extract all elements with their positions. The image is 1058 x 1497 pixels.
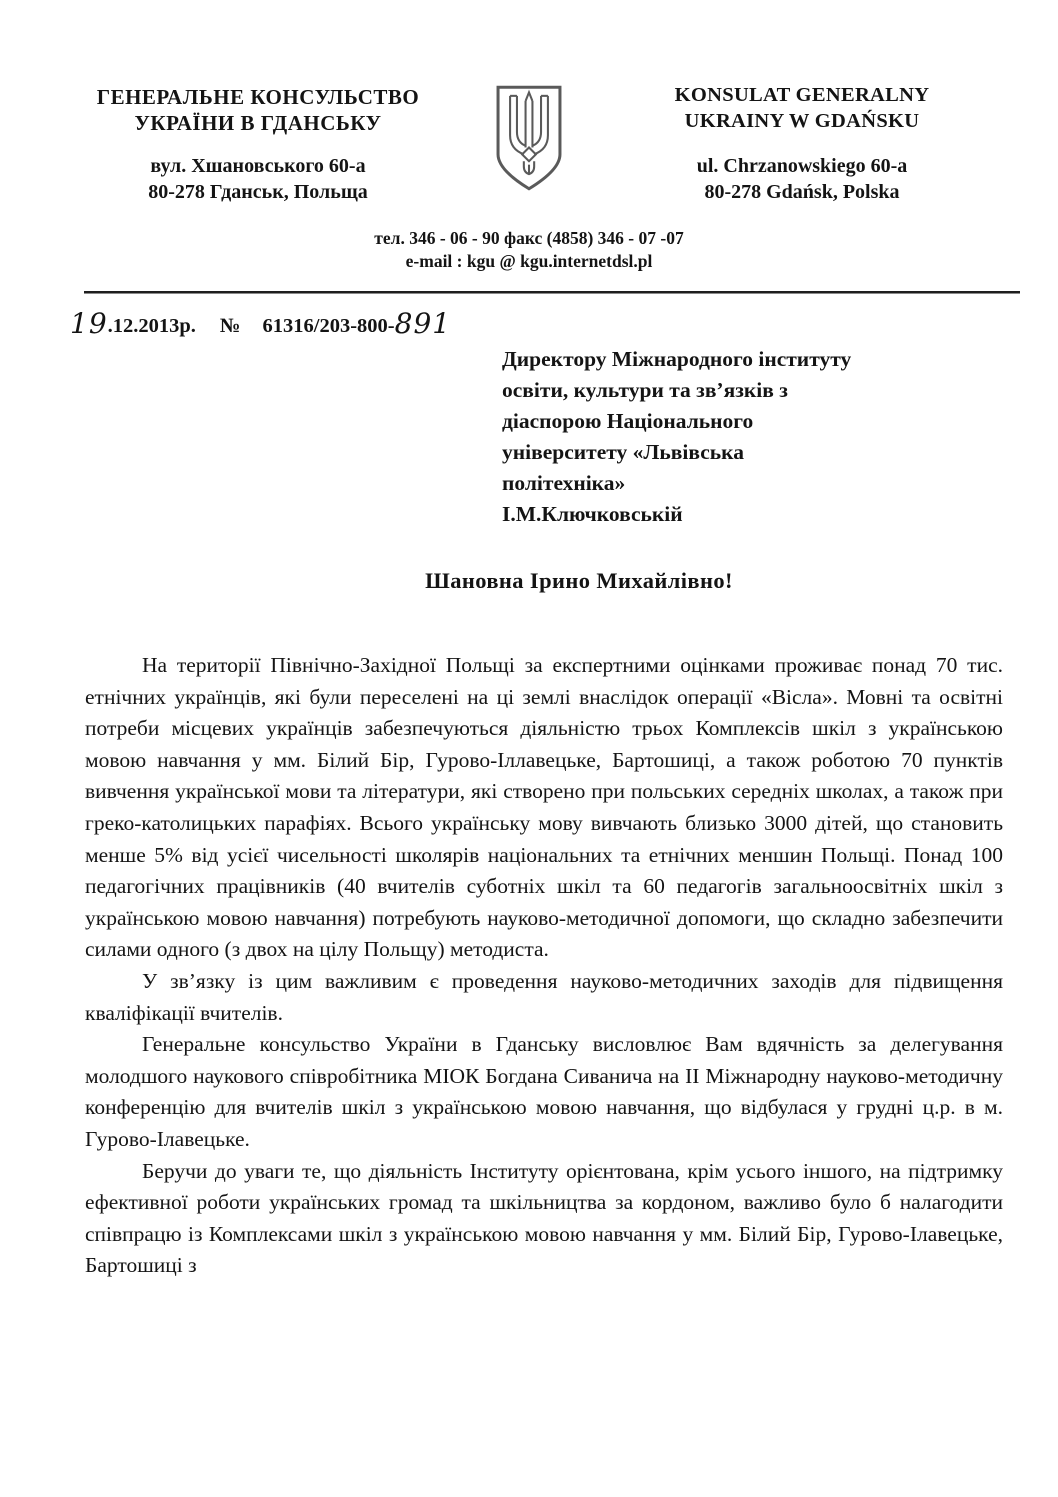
addressee-block	[502, 344, 962, 530]
consulate-name-polish	[622, 82, 982, 134]
number-sign: №	[219, 315, 241, 337]
consulate-name-pl-line1: KONSULAT GENERALNY	[674, 84, 930, 106]
consulate-name-ukrainian	[58, 84, 458, 136]
addressee-line: І.М.Ключковській	[502, 502, 683, 526]
handwritten-day: 19	[70, 307, 108, 340]
body-paragraph: На території Північно-Західної Польщі за експертними оцінками проживає понад 70 тис. етнічних українців, які були переселені на ці землі внаслідок операції «Вісла». Мовні та освітні потреби місцевих українців забезпечуються діяльністю трьох Комплексів шкіл з українською мовою навчання у мм. Білий Бір, Гурово-Іллавецьке, Бартошиці, а також роботою 70 пунктів вивчення української мови та літератури, які створено при польських середніх школах, а також при греко-католицьких парафіях. Всього українську мову вивчають близько 3000 дітей, що становить менше 5% від усієї чисельності школярів національних та етнічних меншин Польщі. Понад 100 педагогічних працівників (40 вчителів суботніх шкіл та 60 педагогів загальноосвітніх шкіл з українською мовою навчання) потребують науково-методичної допомоги, що складно забезпечити силами одного (з двох на цілу Польщу) методиста.	[85, 653, 1003, 962]
reference-line	[70, 306, 451, 339]
body-paragraph: Генеральне консульство України в Гданську висловлює Вам вдячність за делегування молодшого наукового співробітника МІОК Богдана Сиванича на ІІ Міжнародну науково-методичну конференцію для вчителів шкіл з українською мовою навчання, що відбулася у грудні ц.р. в м. Гурово-Ілавецьке.	[85, 1032, 1003, 1151]
contact-block	[0, 227, 1058, 273]
address-uk-street: вул. Хшановського 60-а	[150, 155, 366, 177]
ukraine-trident-emblem-icon	[486, 82, 572, 194]
addressee-line: Директору Міжнародного інституту	[502, 347, 852, 371]
addressee-line: політехніка»	[502, 471, 626, 495]
addressee-line: діаспорою Національного	[502, 409, 754, 433]
consulate-address-ukrainian	[58, 153, 458, 205]
salutation: Шановна Ірино Михайлівно!	[425, 568, 733, 593]
consulate-name-pl-line2: UKRAINY W GDAŃSKU	[684, 110, 920, 132]
handwritten-number: 891	[394, 307, 452, 340]
address-uk-city: 80-278 Гданськ, Польща	[148, 181, 368, 203]
phone-fax-line: тел. 346 - 06 - 90 факс (4858) 346 - 07 -07	[374, 228, 684, 248]
addressee-line: університету «Львівська	[502, 440, 744, 464]
letter-body	[85, 650, 1003, 1282]
consulate-name-uk-line1: ГЕНЕРАЛЬНЕ КОНСУЛЬСТВО	[96, 85, 420, 109]
addressee-line: освіти, культури та зв’язків з	[502, 378, 788, 402]
printed-number: 61316/203-800-	[262, 315, 395, 337]
consulate-name-uk-line2: УКРАЇНИ В ГДАНСЬКУ	[134, 111, 382, 135]
consulate-address-polish	[622, 153, 982, 205]
letterhead-divider-rule	[84, 291, 1020, 294]
email-line: e-mail : kgu @ kgu.internetdsl.pl	[405, 251, 653, 271]
body-paragraph: Беручи до уваги те, що діяльність Інституту орієнтована, крім усього іншого, на підтримку ефективної роботи українських громад та шкільництва за кордоном, важливо було б налагодити співпрацю із Комплексами шкіл з українською мовою навчання у мм. Білий Бір, Гурово-Ілавецьке, Бартошиці з	[85, 1158, 1003, 1278]
body-paragraph: У зв’язку із цим важливим є проведення науково-методичних заходів для підвищення кваліфікації вчителів.	[85, 968, 1003, 1025]
printed-date: .12.2013р.	[107, 315, 196, 337]
address-pl-street: ul. Chrzanowskiego 60-a	[696, 155, 908, 177]
address-pl-city: 80-278 Gdańsk, Polska	[704, 181, 900, 203]
